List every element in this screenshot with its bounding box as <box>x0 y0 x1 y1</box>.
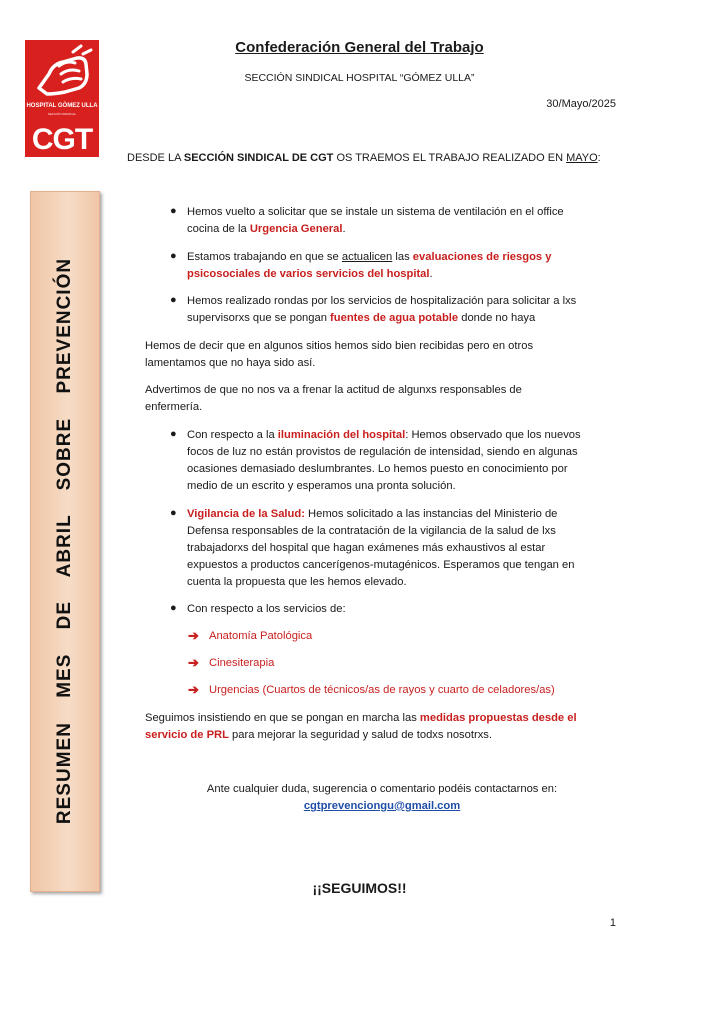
contact-block <box>145 781 619 815</box>
list-item-text: donde no haya <box>458 312 536 324</box>
email-link[interactable]: cgtprevenciongu@gmail.com <box>303 800 461 812</box>
logo-hospital-name: HOSPITAL GÓMEZ ULLA <box>26 103 98 109</box>
bullet-dot: ● <box>170 507 177 519</box>
logo-brand: CGT <box>25 122 99 157</box>
list-item-text: supervisorxs que se pongan <box>187 312 331 324</box>
intro-suffix: : <box>597 152 601 164</box>
list-item-text: cocina de la <box>187 223 250 235</box>
cgt-logo <box>25 40 99 157</box>
bullet-dot: ● <box>170 428 177 440</box>
sidebar-banner <box>30 191 100 892</box>
bullet-dot: ● <box>170 250 177 262</box>
service-item: Anatomía Patológica <box>209 630 313 642</box>
underlined-text: actualicen <box>341 251 393 263</box>
contact-text: Ante cualquier duda, sugerencia o comentario podéis contactarnos en: <box>206 783 558 795</box>
intro-prefix: DESDE LA <box>127 152 184 164</box>
paragraph-line: Advertimos de que no nos va a frenar la actitud de algunxs responsables de <box>145 384 522 396</box>
highlight-text: evaluaciones de riesgos y <box>412 251 552 263</box>
list-item-text: Estamos trabajando en que se <box>187 251 342 263</box>
closing-text: ¡¡SEGUIMOS!! <box>312 880 407 896</box>
highlight-text: servicio de PRL <box>145 729 229 741</box>
list-item-text: las <box>392 251 413 263</box>
paragraph-line: Hemos de decir que en algunos sitios hemos sido bien recibidas pero en otros <box>145 340 534 352</box>
list-item <box>187 601 346 618</box>
list-item-text: medio de un escrito y esperamos una pronta solución. <box>187 480 456 492</box>
intro-month: MAYO <box>566 152 598 164</box>
document-date: 30/Mayo/2025 <box>546 98 616 110</box>
paragraph <box>145 338 533 372</box>
list-item-text: Defensa responsables de la contratación de la vigilancia de la salud de lxs <box>187 525 556 537</box>
arrow-right-icon: ➔ <box>188 655 199 670</box>
paragraph-line: enfermería. <box>145 401 203 413</box>
list-item-text: cuenta la propuesta que les hemos elevado. <box>187 576 407 588</box>
list-item <box>187 506 574 591</box>
list-item <box>187 204 564 238</box>
paragraph-text: para mejorar la seguridad y salud de todxs nosotrxs. <box>228 729 492 741</box>
sidebar-title: RESUMEN MES DE ABRIL SOBRE PREVENCIÓN <box>54 257 75 825</box>
bullet-dot: ● <box>170 602 177 614</box>
intro-line <box>127 152 601 164</box>
bullet-dot: ● <box>170 294 177 306</box>
page-number: 1 <box>609 917 616 929</box>
list-item-text: expuestos a productos cancerígenos-mutagénicos. Esperamos que tengan en <box>187 559 575 571</box>
paragraph-text: Seguimos insistiendo en que se pongan en marcha las <box>145 712 420 724</box>
list-item-text: Hemos solicitado a las instancias del Ministerio de <box>304 508 558 520</box>
highlight-text: psicosociales de varios servicios del hospital <box>187 268 430 280</box>
service-item: Cinesiterapia <box>209 657 275 669</box>
list-item-text: Hemos vuelto a solicitar que se instale un sistema de ventilación en el office <box>187 206 564 218</box>
document-subtitle: SECCIÓN SINDICAL HOSPITAL “GÓMEZ ULLA” <box>244 72 475 84</box>
list-item-text: . <box>342 223 346 235</box>
list-item-text: ocasiones demasiado deslumbrantes. Lo hemos puesto en conocimiento por <box>187 463 568 475</box>
list-item-text: focos de luz no están provistos de regulación de intensidad, siendo en algunas <box>187 446 578 458</box>
list-item-text: . <box>429 268 433 280</box>
intro-bold: SECCIÓN SINDICAL DE CGT <box>183 152 334 164</box>
list-item-text: Hemos realizado rondas por los servicios de hospitalización para solicitar a lxs <box>187 295 577 307</box>
highlight-text: medidas propuestas desde el <box>419 712 577 724</box>
list-item-text: : Hemos observado que los nuevos <box>405 429 581 441</box>
document-title: Confederación General del Trabajo <box>235 39 484 56</box>
highlight-text: iluminación del hospital <box>277 429 406 441</box>
list-item <box>187 427 581 495</box>
list-item-text: Con respecto a los servicios de: <box>187 603 346 615</box>
paragraph <box>145 382 522 416</box>
paragraph-line: lamentamos que no haya sido así. <box>145 357 316 369</box>
list-item-text: trabajadorxs del hospital que hagan exámenes más exhaustivos al estar <box>187 542 546 554</box>
bullet-dot: ● <box>170 205 177 217</box>
list-item <box>187 249 551 283</box>
list-item <box>187 293 576 327</box>
highlight-text: Vigilancia de la Salud: <box>187 508 305 520</box>
final-paragraph <box>145 710 577 744</box>
intro-middle: OS TRAEMOS EL TRABAJO REALIZADO EN <box>333 152 567 164</box>
arrow-right-icon: ➔ <box>188 628 199 643</box>
logo-subtitle: SECCIÓN SINDICAL <box>47 112 77 116</box>
list-item-text: Con respecto a la <box>187 429 278 441</box>
service-item: Urgencias (Cuartos de técnicos/as de rayos y cuarto de celadores/as) <box>209 684 555 696</box>
highlight-text: fuentes de agua potable <box>330 312 459 324</box>
highlight-text: Urgencia General <box>249 223 343 235</box>
arrow-right-icon: ➔ <box>188 682 199 697</box>
